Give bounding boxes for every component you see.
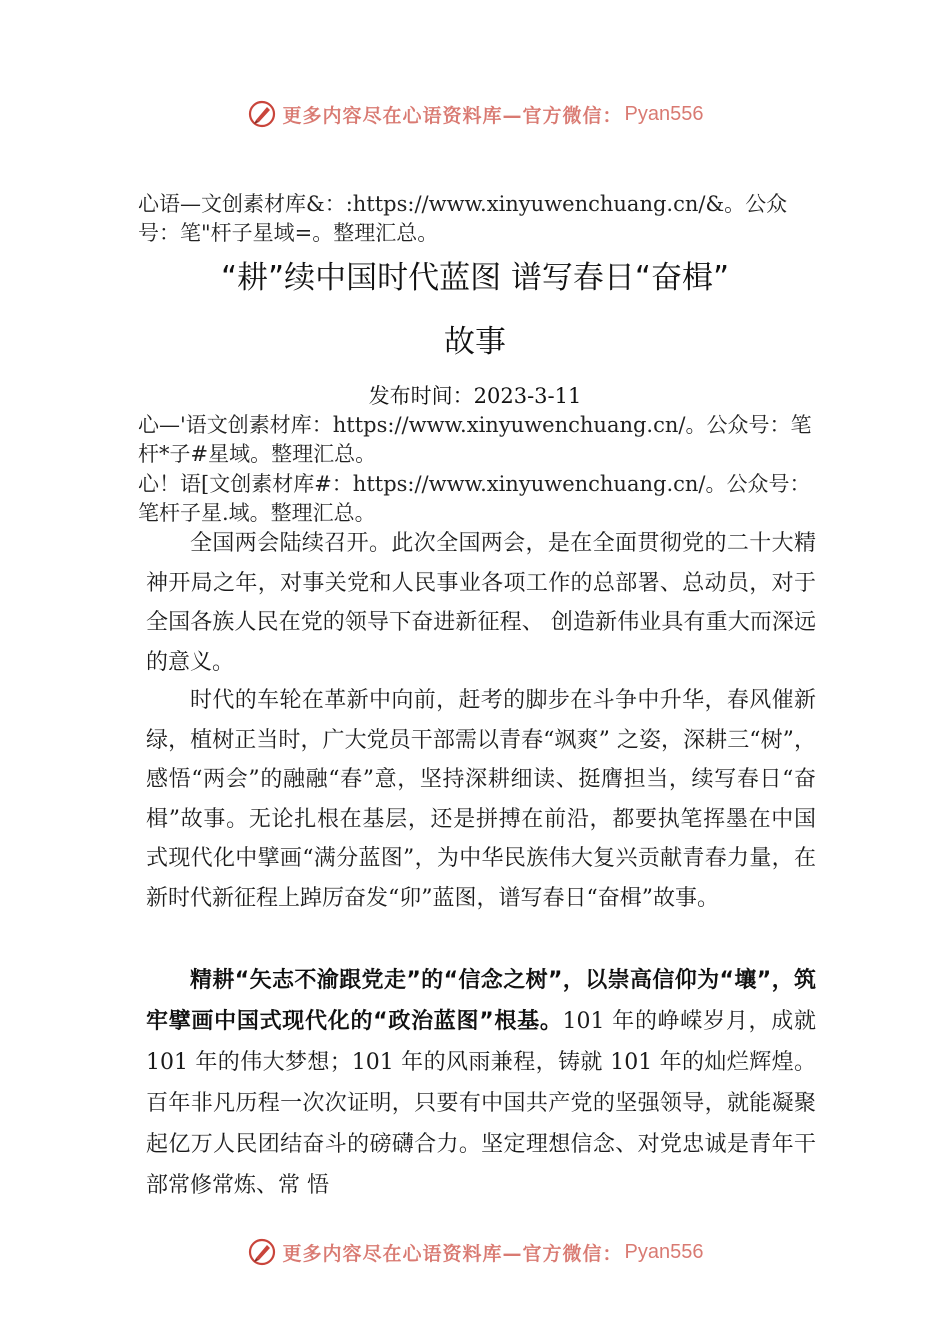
source-note: 心—'语文创素材库：https://www.xinyuwenchuang.cn/。公众号：笔杆*子#星域。整理汇总。 xyxy=(138,413,812,466)
paragraph-heading: 精耕“矢志不渝跟党走”的“信念之树”，以崇高信仰为“壤”，筑牢擘画中国式现代化的“政治蓝图”根基。 xyxy=(146,968,816,1034)
page-title-line1: “耕”续中国时代蓝图 谱写春日“奋楫” xyxy=(220,260,730,296)
pen-logo-icon xyxy=(247,1237,277,1267)
pen-logo-icon xyxy=(247,99,277,129)
body-paragraph xyxy=(146,960,816,1206)
body-paragraph: 全国两会陆续召开。此次全国两会，是在全面贯彻党的二十大精神开局之年，对事关党和人民事业各项工作的总部署、总动员，对于全国各族人民在党的领导下奋进新征程、 创造新伟业具有重大而深远的意义。 xyxy=(146,531,816,675)
source-note: 心语—文创素材库&：:https://www.xinyuwenchuang.cn/&。公众号：笔"杆子星域=。整理汇总。 xyxy=(138,192,788,245)
banner-text: 更多内容尽在心语资料库—官方微信： xyxy=(282,104,623,127)
body-paragraph: 时代的车轮在革新中向前，赶考的脚步在斗争中升华，春风催新绿，植树正当时，广大党员干部需以青春“飒爽” 之姿，深耕三“树”，感悟“两会”的融融“春”意，坚持深耕细读、挺膺担当，续写春日“奋楫”故事。无论扎根在基层，还是拼搏在前沿，都要执笔挥墨在中国式现代化中擘画“满分蓝图”，为中华民族伟大复兴贡献青春力量，在新时代新征程上踔厉奋发“卯”蓝图，谱写春日“奋楫”故事。 xyxy=(146,688,816,911)
publish-date: 发布时间：2023-3-11 xyxy=(368,384,582,408)
banner-wechat-id: Pyan556 xyxy=(624,1240,704,1263)
footer-watermark-banner xyxy=(0,1232,950,1272)
source-note: 心！语[文创素材库#：https://www.xinyuwenchuang.cn/。公众号：笔杆子星.域。整理汇总。 xyxy=(138,472,811,525)
header-watermark-banner xyxy=(0,94,950,134)
page-title-line2: 故事 xyxy=(444,324,506,360)
paragraph-text: 101 年的峥嵘岁月，成就 101 年的伟大梦想；101 年的风雨兼程，铸就 101 年的灿烂辉煌。百年非凡历程一次次证明，只要有中国共产党的坚强领导，就能凝聚起亿万人民团结奋斗的磅礴合力。坚定理想信念、对党忠诚是青年干部常修常炼、常 悟 xyxy=(146,1009,816,1198)
banner-wechat-id: Pyan556 xyxy=(624,102,704,125)
banner-text: 更多内容尽在心语资料库—官方微信： xyxy=(282,1242,623,1265)
